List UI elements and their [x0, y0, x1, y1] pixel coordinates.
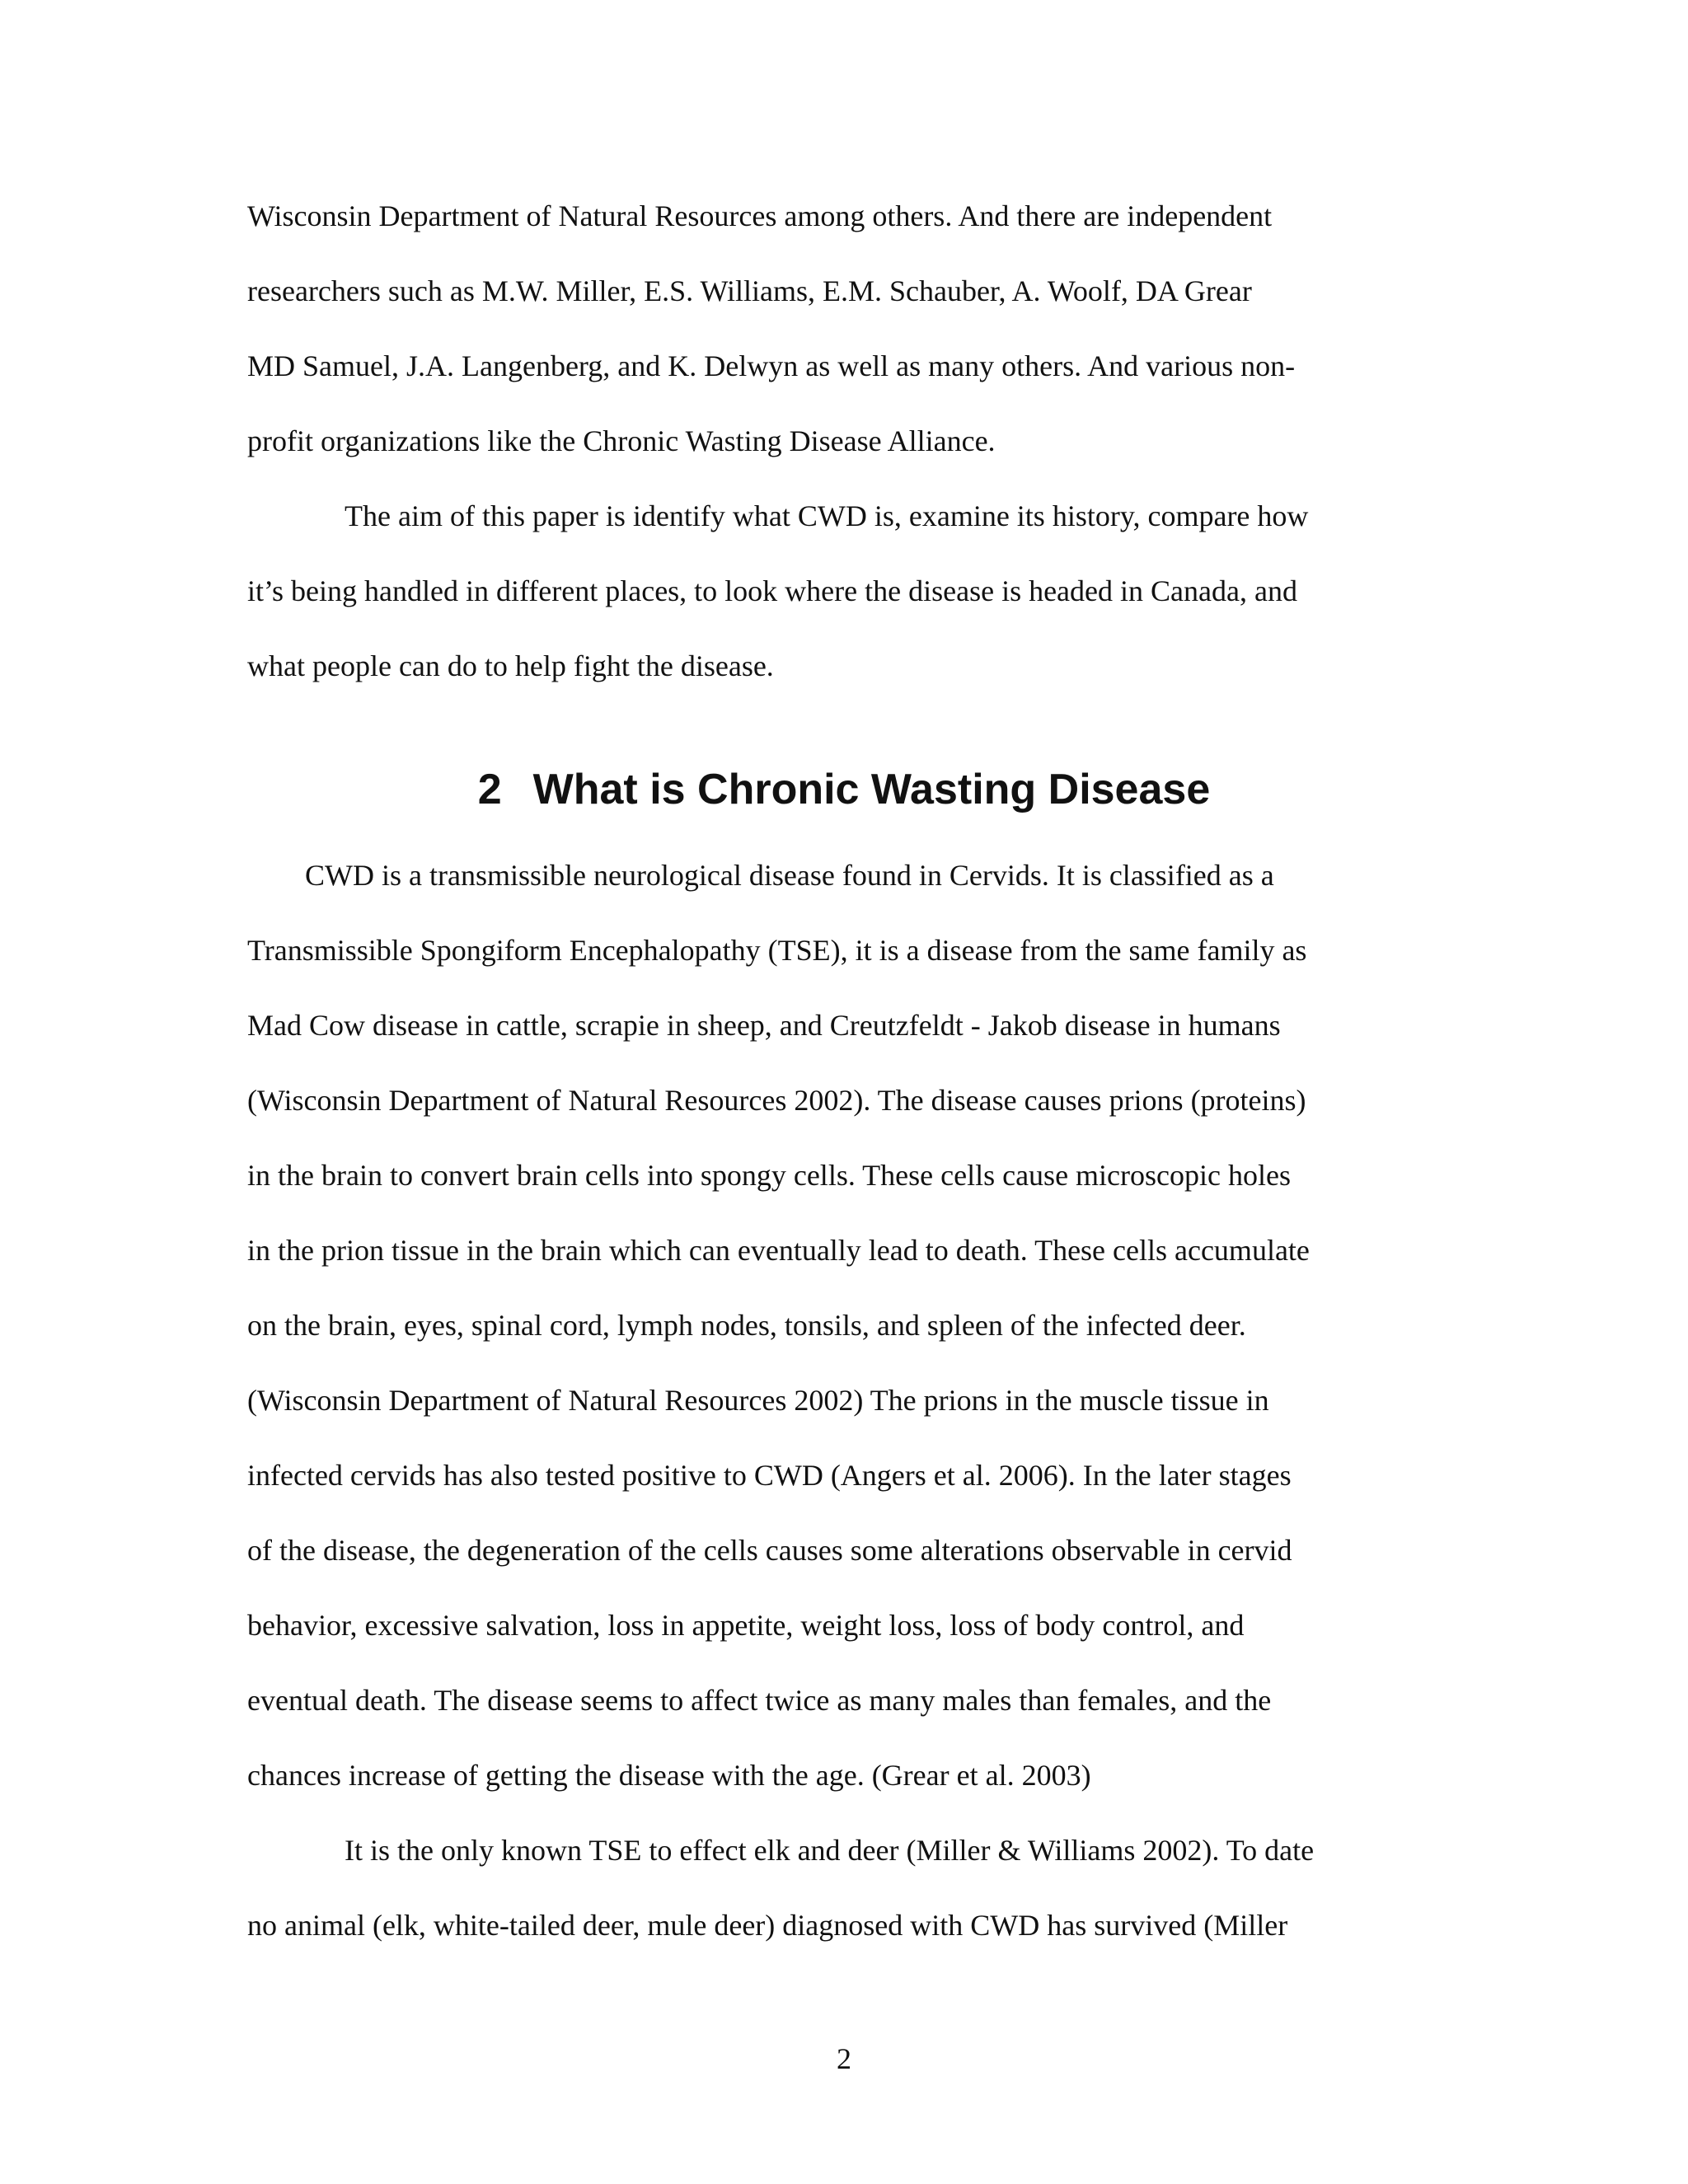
body-paragraph-line: chances increase of getting the disease with the age. (Grear et al. 2003) — [247, 1759, 1091, 1792]
aim-paragraph-line: The aim of this paper is identify what CWD is, examine its history, compare how — [345, 499, 1309, 532]
section-title: What is Chronic Wasting Disease — [532, 766, 1211, 813]
section-heading — [0, 765, 1688, 814]
body-paragraph-line: Mad Cow disease in cattle, scrapie in sheep, and Creutzfeldt - Jakob disease in humans — [247, 1009, 1281, 1042]
aim-paragraph-line: what people can do to help fight the disease. — [247, 649, 774, 682]
body-paragraph-line: no animal (elk, white-tailed deer, mule deer) diagnosed with CWD has survived (Miller — [247, 1909, 1288, 1942]
body-paragraph-line: on the brain, eyes, spinal cord, lymph nodes, tonsils, and spleen of the infected deer. — [247, 1309, 1246, 1342]
body-paragraph-line: (Wisconsin Department of Natural Resources 2002) The prions in the muscle tissue in — [247, 1384, 1269, 1417]
body-paragraph-line: (Wisconsin Department of Natural Resources 2002). The disease causes prions (proteins) — [247, 1084, 1306, 1117]
intro-paragraph-line: MD Samuel, J.A. Langenberg, and K. Delwyn as well as many others. And various non- — [247, 349, 1296, 382]
intro-paragraph-line: Wisconsin Department of Natural Resources among others. And there are independent — [247, 199, 1273, 232]
intro-paragraph-line: profit organizations like the Chronic Wasting Disease Alliance. — [247, 424, 996, 457]
body-paragraph-line: eventual death. The disease seems to affect twice as many males than females, and the — [247, 1684, 1272, 1717]
section-number: 2 — [477, 766, 502, 813]
body-paragraph-line: It is the only known TSE to effect elk and deer (Miller & Williams 2002). To date — [345, 1834, 1315, 1867]
body-paragraph-line: CWD is a transmissible neurological disease found in Cervids. It is classified as a — [305, 859, 1274, 892]
aim-paragraph-line: it’s being handled in different places, to look where the disease is headed in Canada, and — [247, 574, 1297, 607]
body-paragraph-line: infected cervids has also tested positive to CWD (Angers et al. 2006). In the later stages — [247, 1459, 1292, 1492]
body-paragraph-line: of the disease, the degeneration of the cells causes some alterations observable in cervid — [247, 1534, 1292, 1567]
intro-paragraph-line: researchers such as M.W. Miller, E.S. Williams, E.M. Schauber, A. Woolf, DA Grear — [247, 274, 1252, 307]
body-paragraph-line: Transmissible Spongiform Encephalopathy (TSE), it is a disease from the same family as — [247, 934, 1307, 967]
body-paragraph-line: in the prion tissue in the brain which can eventually lead to death. These cells accumulate — [247, 1234, 1310, 1267]
body-paragraph-line: in the brain to convert brain cells into spongy cells. These cells cause microscopic holes — [247, 1159, 1291, 1192]
page-number: 2 — [837, 2042, 851, 2075]
body-paragraph-line: behavior, excessive salvation, loss in appetite, weight loss, loss of body control, and — [247, 1609, 1245, 1642]
